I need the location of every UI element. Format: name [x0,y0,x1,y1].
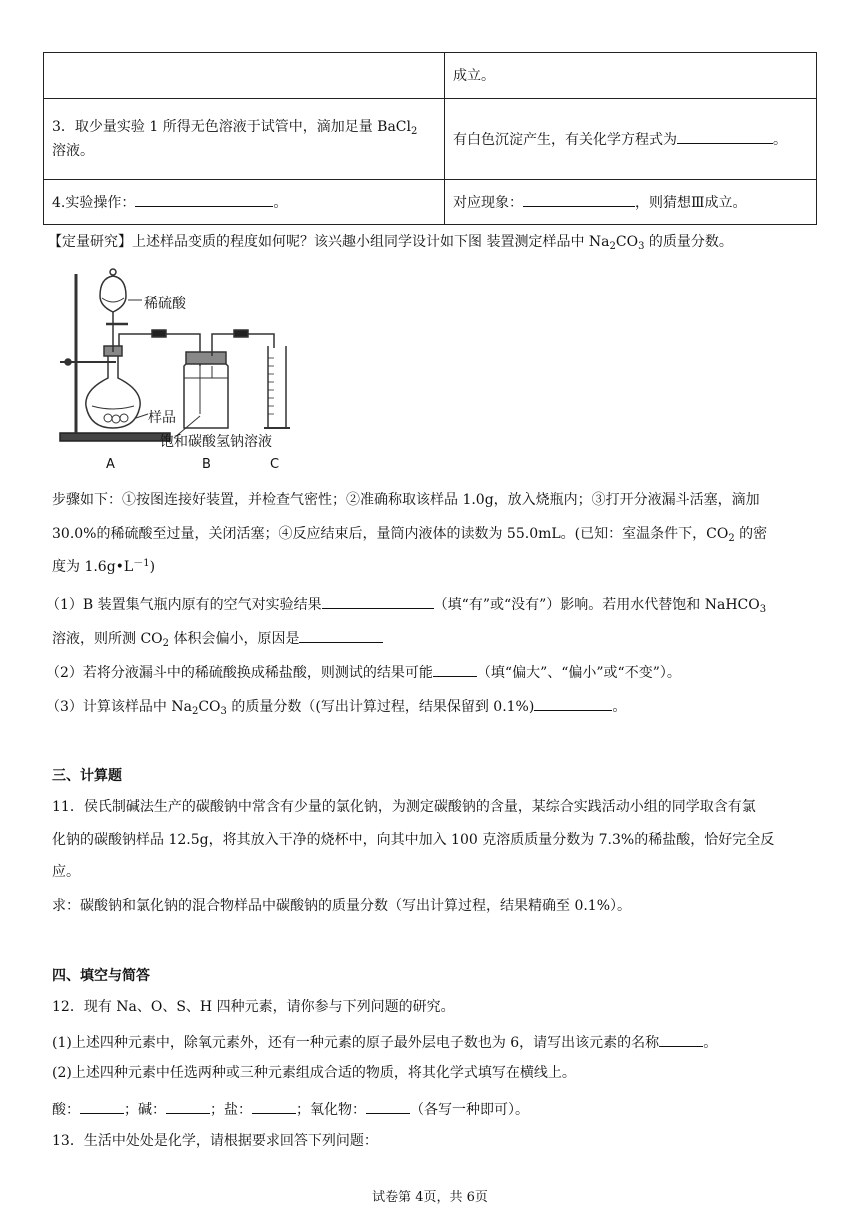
label-saturated-nahco3-solution: 饱和碳酸氢钠溶液 [160,434,272,450]
question-11-line2: 化钠的碳酸钠样品 12.5g，将其放入干净的烧杯中，向其中加入 100 克溶质质量分数为 7.3%的稀盐酸，恰好完全反 [52,832,775,848]
answer-blank[interactable] [252,1097,296,1114]
question-2: （2）若将分液漏斗中的稀硫酸换成稀盐酸，则测试的结果可能 （填“偏大”、“偏小”或“不变”）。 [46,660,681,683]
question-13: 13．生活中处处是化学，请根据要求回答下列问题： [52,1133,378,1149]
table-cell: 有白色沉淀产生，有关化学方程式为 。 [445,99,817,180]
label-dilute-sulfuric-acid: 稀硫酸 [144,296,186,312]
steps-line2: 30.0%的稀硫酸至过量，关闭活塞；④反应结束后，量筒内液体的读数为 55.0mL。(已知：室温条件下，$CO_2$ 的密 [52,526,768,544]
question-12: 12．现有 Na、O、S、H 四种元素，请你参与下列问题的研究。 [52,999,455,1015]
label-a: A [106,457,115,472]
table-cell: 对应现象： ，则猜想Ⅲ成立。 [445,180,817,225]
answer-blank[interactable] [659,1030,703,1047]
question-12-1: (1)上述四种元素中，除氧元素外，还有一种元素的原子最外层电子数也为 6，请写出该元素的名称 。 [52,1030,717,1053]
apparatus-figure [56,266,316,474]
steps-line1: 步骤如下：①按图连接好装置，并检查气密性；②准确称取该样品 1.0g，放入烧瓶内；③打开分液漏斗活塞，滴加 [52,492,760,508]
label-b: B [202,457,211,472]
question-11-line1: 11．侯氏制碱法生产的碳酸钠中常含有少量的氯化钠，为测定碳酸钠的含量，某综合实践活动小组的同学取含有氯 [52,799,756,815]
table-row [44,99,817,180]
answer-blank[interactable] [166,1097,210,1114]
quant-intro: 【定量研究】上述样品变质的程度如何呢？该兴趣小组同学设计如下图 装置测定样品中 $Na_2CO_3$ 的质量分数。 [48,234,733,252]
table-cell: 成立。 [445,53,817,99]
answer-blank[interactable] [322,592,434,609]
answer-blank[interactable] [433,660,477,677]
answer-blank[interactable] [534,694,612,711]
question-3: （3）计算该样品中 $Na_2CO_3$ 的质量分数（(写出计算过程，结果保留到 0.1%) 。 [46,694,626,717]
label-c: C [270,457,280,472]
section-4-title: 四、填空与简答 [52,968,150,984]
question-12-2: (2)上述四种元素中任选两种或三种元素组成合适的物质，将其化学式填写在横线上。 [52,1065,576,1081]
question-12-2-blanks: 酸： ；碱： ；盐： ；氧化物： （各写一种即可）。 [52,1097,529,1120]
table-row [44,53,817,99]
label-sample: 样品 [148,410,176,426]
question-11-line3: 应。 [52,864,80,880]
table-cell: 3．取少量实验 1 所得无色溶液于试管中，滴加足量 BaCl$_2$ 溶液。 [44,99,445,180]
answer-blank[interactable] [135,190,273,207]
answer-blank[interactable] [523,190,635,207]
answer-blank[interactable] [366,1097,410,1114]
question-1-line2: 溶液，则所测 $CO_2$ 体积会偏小，原因是 [52,626,383,649]
answer-blank[interactable] [299,626,383,643]
answer-blank[interactable] [80,1097,124,1114]
steps-line3: 度为 $1.6g•L^{-1}$) [52,558,156,575]
question-1: （1）B 装置集气瓶内原有的空气对实验结果 （填“有”或“没有”）影响。若用水代替饱和 NaHCO$_3$ [46,592,766,615]
table-cell: 4.实验操作： 。 [44,180,445,225]
experiment-table [43,52,817,225]
question-11-ask: 求：碳酸钠和氯化钠的混合物样品中碳酸钠的质量分数（写出计算过程，结果精确至 0.1%）。 [52,898,632,914]
answer-blank[interactable] [677,127,773,144]
table-cell [44,53,445,99]
section-3-title: 三、计算题 [52,768,122,784]
page-footer: 试卷第 4页，共 6页 [372,1190,488,1205]
table-row [44,180,817,225]
